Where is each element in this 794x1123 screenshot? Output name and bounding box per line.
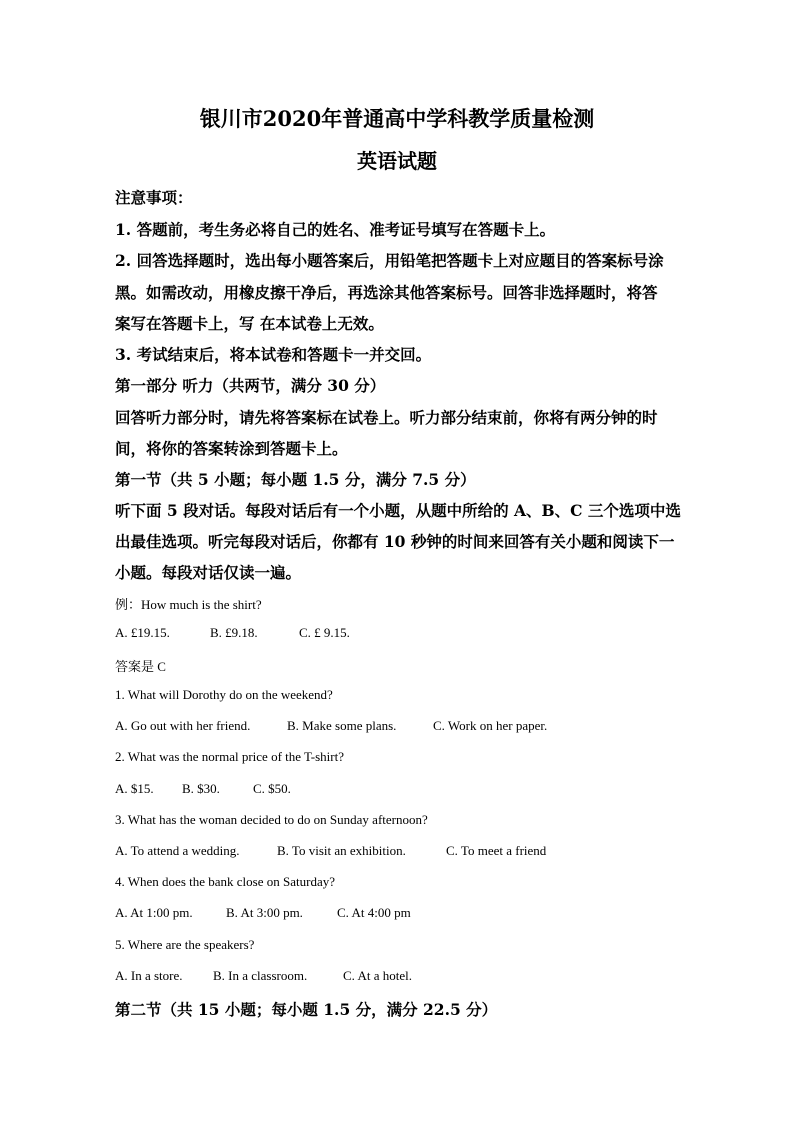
section1-instruction-line-2: 出最佳选项。听完每段对话后，你都有 10 秒钟的时间来回答有关小题和阅读下一 [115, 532, 675, 551]
exam-subtitle: 英语试题 [357, 149, 437, 173]
option-a: A. In a store. [115, 968, 183, 983]
section1-instruction-line-3: 小题。每段对话仅读一遍。 [115, 563, 302, 582]
part1-heading: 第一部分 听力（共两节，满分 30 分） [115, 376, 386, 395]
exam-title: 银川市2020年普通高中学科教学质量检测 [199, 106, 595, 131]
option-c: C. $50. [253, 781, 291, 796]
option-b: B. In a classroom. [213, 968, 308, 983]
example-answer: 答案是 C [115, 659, 166, 674]
notes-heading: 注意事项： [115, 188, 193, 207]
option-c: C. At a hotel. [343, 968, 412, 983]
question-3: 3. What has the woman decided to do on Sunday afternoon? [115, 812, 428, 827]
question-4-options [115, 905, 411, 921]
option-b: B. $30. [182, 781, 220, 796]
option-b: B. Make some plans. [287, 718, 397, 733]
question-3-options [115, 843, 546, 859]
question-2-options [115, 781, 291, 797]
option-c: C. To meet a friend [446, 843, 547, 858]
note-item-3: 3. 考试结束后，将本试卷和答题卡一并交回。 [115, 345, 432, 364]
example-options [115, 625, 350, 641]
question-1-options [115, 718, 547, 734]
note-item-2-line-3: 案写在答题卡上，写 在本试卷上无效。 [115, 314, 384, 333]
section1-instruction-line-1: 听下面 5 段对话。每段对话后有一个小题，从题中所给的 A、B、C 三个选项中选 [115, 501, 681, 520]
option-c: C. At 4:00 pm [337, 905, 411, 920]
option-b: B. At 3:00 pm. [226, 905, 303, 920]
option-a: A. At 1:00 pm. [115, 905, 193, 920]
note-item-1: 1. 答题前，考生务必将自己的姓名、准考证号填写在答题卡上。 [115, 220, 556, 239]
question-5-options [115, 968, 412, 984]
option-b: B. To visit an exhibition. [277, 843, 406, 858]
option-a: A. £19.15. [115, 625, 170, 640]
question-1: 1. What will Dorothy do on the weekend? [115, 687, 333, 702]
part1-instruction-line-1: 回答听力部分时，请先将答案标在试卷上。听力部分结束前，你将有两分钟的时 [115, 408, 658, 427]
option-c: C. £ 9.15. [299, 625, 350, 640]
section1-heading: 第一节（共 5 小题；每小题 1.5 分，满分 7.5 分） [115, 470, 476, 489]
option-a: A. To attend a wedding. [115, 843, 240, 858]
question-2: 2. What was the normal price of the T-shirt? [115, 749, 345, 764]
part1-instruction-line-2: 间，将你的答案转涂到答题卡上。 [115, 439, 348, 458]
question-5: 5. Where are the speakers? [115, 937, 255, 952]
option-a: A. $15. [115, 781, 154, 796]
note-item-2-line-1: 2. 回答选择题时，选出每小题答案后，用铅笔把答题卡上对应题目的答案标号涂 [115, 251, 664, 270]
section2-heading: 第二节（共 15 小题；每小题 1.5 分，满分 22.5 分） [115, 1000, 498, 1019]
option-b: B. £9.18. [210, 625, 258, 640]
option-a: A. Go out with her friend. [115, 718, 251, 733]
example-question: 例：How much is the shirt? [115, 597, 262, 612]
option-c: C. Work on her paper. [433, 718, 548, 733]
question-4: 4. When does the bank close on Saturday? [115, 874, 335, 889]
note-item-2-line-2: 黑。如需改动，用橡皮擦干净后，再选涂其他答案标号。回答非选择题时，将答 [115, 283, 658, 302]
